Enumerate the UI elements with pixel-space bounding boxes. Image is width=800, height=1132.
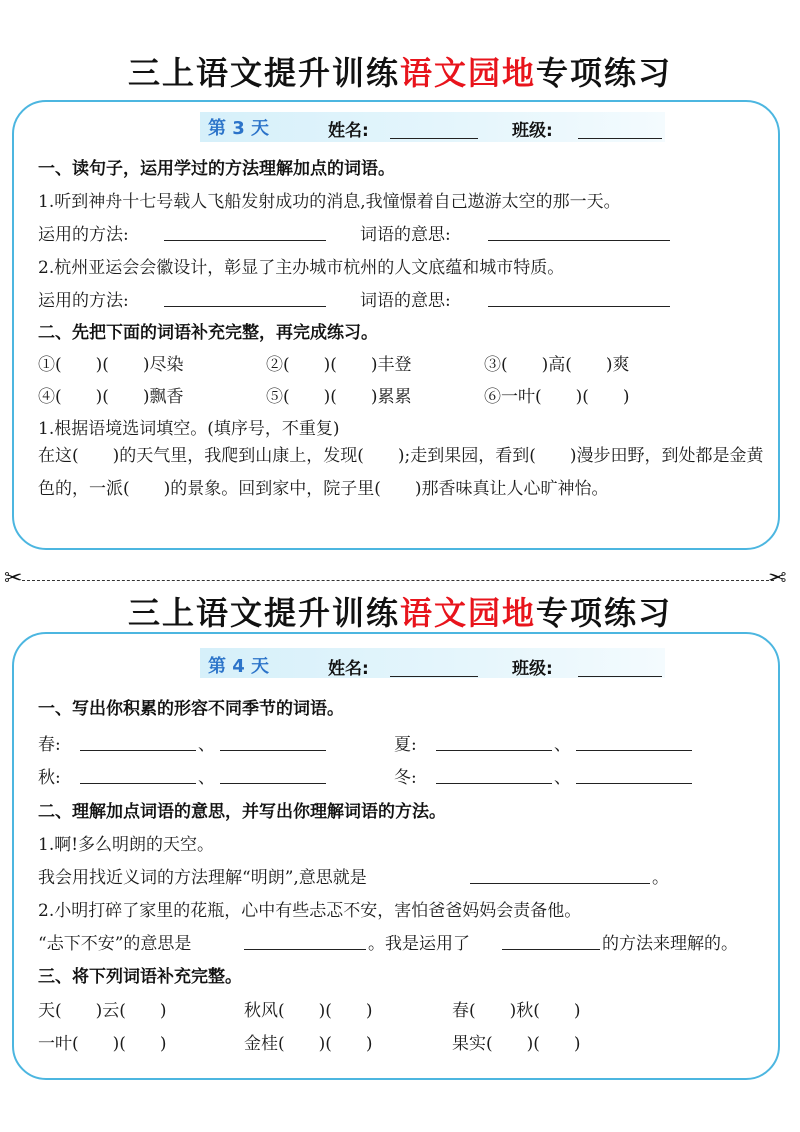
day3-q1-meaning-field[interactable]	[488, 240, 670, 241]
day3-q2-method-label: 运用的方法:	[38, 291, 129, 311]
day4-s2-q1-answer-label: 我会用找近义词的方法理解“明朗”,意思就是	[38, 868, 367, 888]
title-highlight: 语文园地	[399, 594, 536, 632]
day3-label: 第 3 天	[208, 118, 270, 139]
day4-winter-field-1[interactable]	[436, 783, 552, 784]
day3-class-field[interactable]	[578, 138, 662, 139]
day4-phrase-6: 果实( )( )	[452, 1034, 581, 1054]
day4-section2-heading: 二、理解加点词语的意思，并写出你理解词语的方法。	[38, 802, 446, 822]
day4-separator: 、	[554, 768, 571, 788]
day4-s2-q2-method-field[interactable]	[502, 949, 600, 950]
day3-word-3: ③( )高( )爽	[484, 355, 630, 375]
day4-s2-q2: 2.小明打碎了家里的花瓶，心中有些忐忑不安，害怕爸爸妈妈会责备他。	[38, 901, 582, 921]
day4-winter-field-2[interactable]	[576, 783, 692, 784]
day4-period: 。	[652, 868, 669, 888]
day4-name-label: 姓名:	[328, 659, 369, 679]
day3-word-1: ①( )( )尽染	[38, 355, 184, 375]
day4-section1-heading: 一、写出你积累的形容不同季节的词语。	[38, 699, 344, 719]
day4-phrase-1: 天( )云( )	[38, 1001, 167, 1021]
day3-section2-heading: 二、先把下面的词语补充完整，再完成练习。	[38, 323, 378, 343]
day3-s2-q1: 1.根据语境选词填空。(填序号，不重复)	[38, 419, 340, 439]
day4-phrase-3: 春( )秋( )	[452, 1001, 581, 1021]
day3-class-label: 班级:	[512, 121, 553, 141]
day3-q2-method-field[interactable]	[164, 306, 326, 307]
day4-s2-q1-field[interactable]	[470, 883, 650, 884]
day4-s2-q2-tail: 的方法来理解的。	[602, 934, 738, 954]
day3-word-5: ⑤( )( )累累	[266, 387, 412, 407]
day4-label: 第 4 天	[208, 656, 270, 677]
day4-summer-field-2[interactable]	[576, 750, 692, 751]
day4-section3-heading: 三、将下列词语补充完整。	[38, 967, 242, 987]
day4-s2-q2-meaning-label: “忐下不安”的意思是	[38, 934, 192, 954]
page-title-top: 三上语文提升训练语文园地专项练习	[127, 54, 673, 92]
day3-s1-q1: 1.听到神舟十七号载人飞船发射成功的消息,我憧憬着自己遨游太空的那一天。	[38, 192, 621, 212]
day3-q1-method-field[interactable]	[164, 240, 326, 241]
day4-header-band	[200, 648, 665, 678]
day3-q2-meaning-label: 词语的意思:	[360, 291, 451, 311]
day4-spring-label: 春:	[38, 735, 61, 755]
day3-s1-q2: 2.杭州亚运会会徽设计，彰显了主办城市杭州的人文底蕴和城市特质。	[38, 258, 565, 278]
scissors-right-icon: ✂	[768, 566, 787, 591]
day4-autumn-field-2[interactable]	[220, 783, 326, 784]
day3-name-label: 姓名:	[328, 121, 369, 141]
day3-word-6: ⑥一叶( )( )	[484, 387, 630, 407]
cut-line	[22, 580, 774, 581]
day4-autumn-field-1[interactable]	[80, 783, 196, 784]
day4-separator: 、	[198, 735, 215, 755]
day4-s2-q2-meaning-field[interactable]	[244, 949, 366, 950]
day3-section1-heading: 一、读句子，运用学过的方法理解加点的词语。	[38, 159, 395, 179]
day4-autumn-label: 秋:	[38, 768, 61, 788]
day4-s2-q1: 1.啊!多么明朗的天空。	[38, 835, 215, 855]
day3-word-2: ②( )( )丰登	[266, 355, 412, 375]
day4-class-field[interactable]	[578, 676, 662, 677]
day4-separator: 、	[554, 735, 571, 755]
day4-phrase-5: 金桂( )( )	[244, 1034, 373, 1054]
day4-spring-field-1[interactable]	[80, 750, 196, 751]
day4-s2-q2-method-label: 。我是运用了	[368, 934, 470, 954]
page-title-bottom: 三上语文提升训练语文园地专项练习	[127, 594, 673, 632]
day4-phrase-4: 一叶( )( )	[38, 1034, 167, 1054]
day4-class-label: 班级:	[512, 659, 553, 679]
day4-spring-field-2[interactable]	[220, 750, 326, 751]
day3-q1-meaning-label: 词语的意思:	[360, 225, 451, 245]
day4-winter-label: 冬:	[394, 768, 417, 788]
day4-name-field[interactable]	[390, 676, 478, 677]
title-highlight: 语文园地	[399, 54, 536, 92]
day3-q1-method-label: 运用的方法:	[38, 225, 129, 245]
day4-summer-field-1[interactable]	[436, 750, 552, 751]
day3-fill-paragraph: 在这( )的天气里，我爬到山康上，发现( );走到果园，看到( )漫步田野，到处都是金黄色的，一派( )的景象。回到家中，院子里( )那香味真让人心旷神怡。	[38, 446, 764, 499]
day3-q2-meaning-field[interactable]	[488, 306, 670, 307]
scissors-left-icon: ✂	[4, 566, 23, 591]
day3-name-field[interactable]	[390, 138, 478, 139]
day4-phrase-2: 秋风( )( )	[244, 1001, 373, 1021]
day4-summer-label: 夏:	[394, 735, 417, 755]
day4-separator: 、	[198, 768, 215, 788]
day3-word-4: ④( )( )飘香	[38, 387, 184, 407]
